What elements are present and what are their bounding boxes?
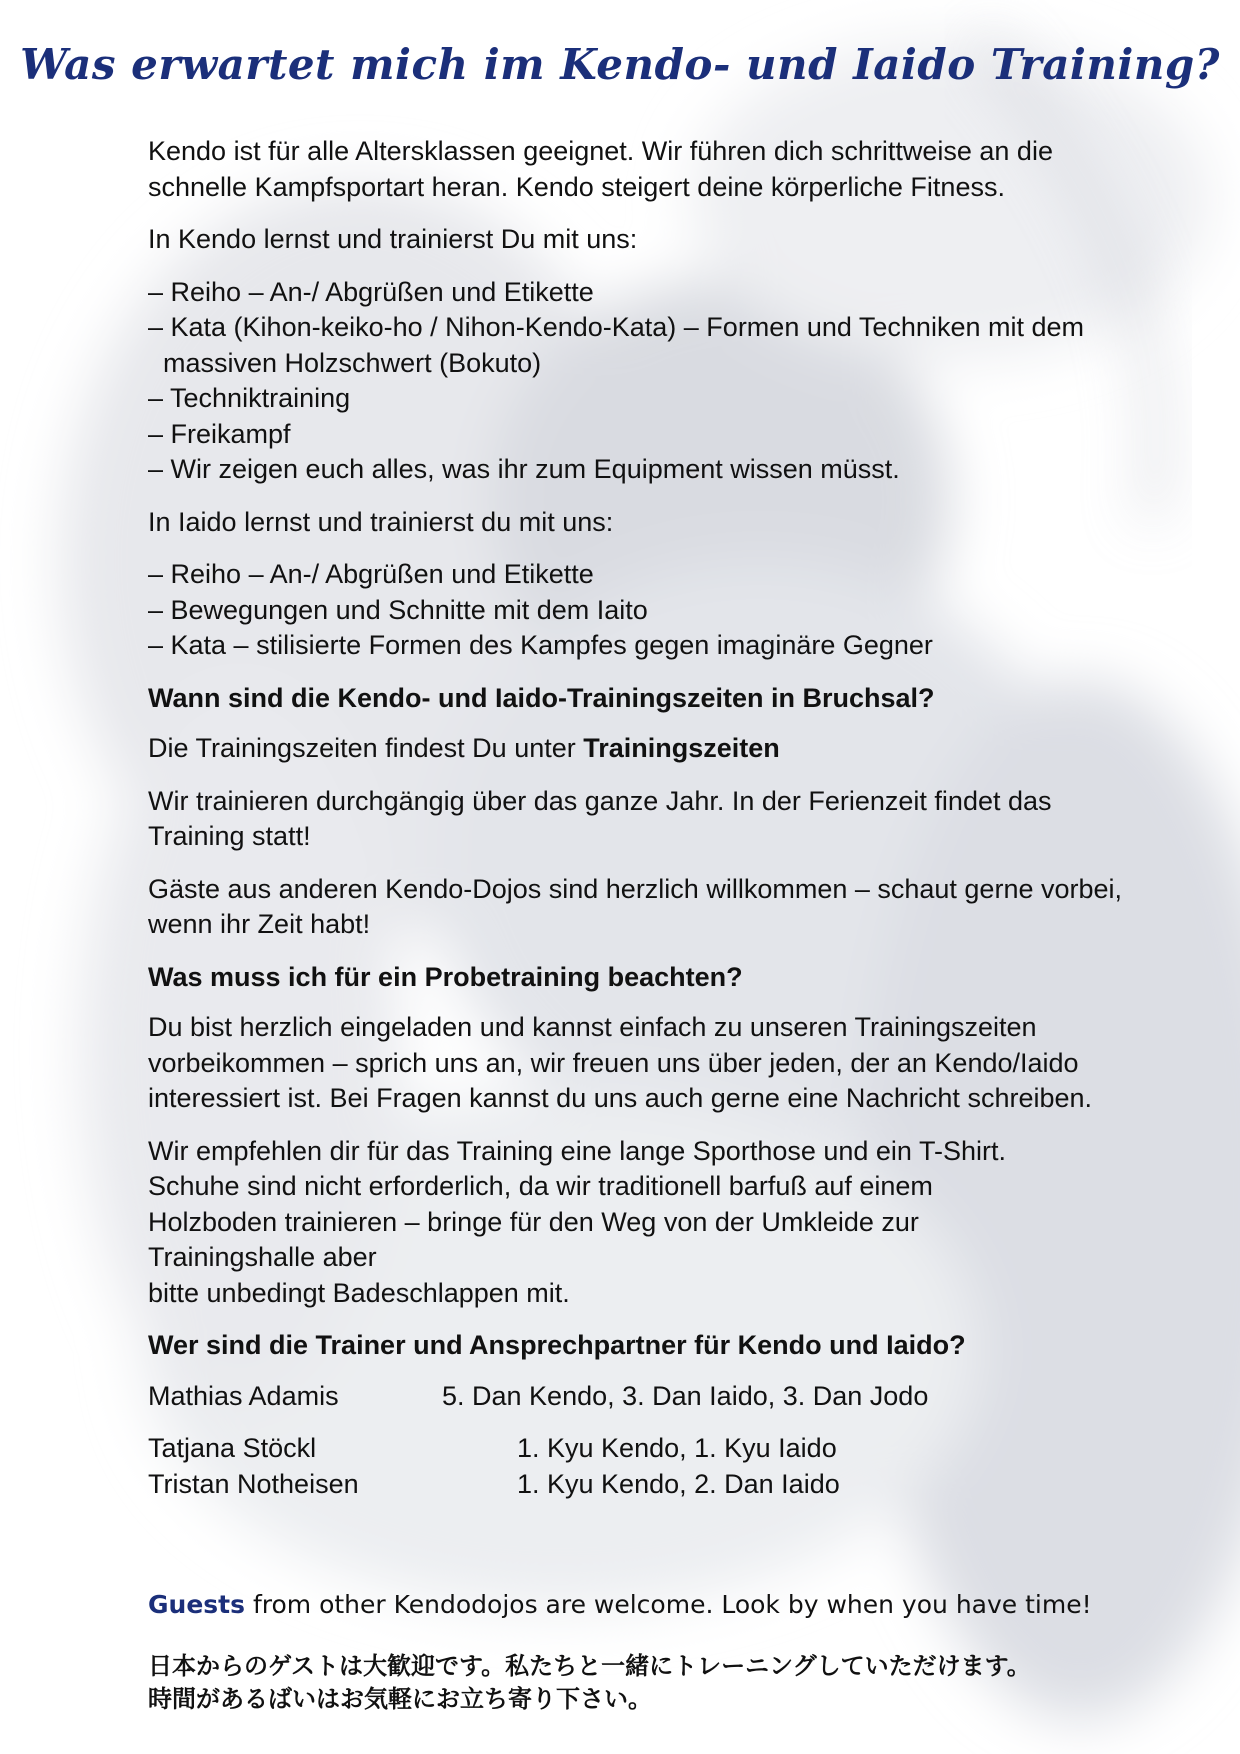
trainer-rank: 1. Kyu Kendo, 1. Kyu Iaido: [517, 1433, 837, 1463]
clothing-line: Schuhe sind nicht erforderlich, da wir traditionell barfuß auf einem: [148, 1171, 933, 1201]
list-item: [148, 310, 1138, 381]
guests-japanese: [148, 1650, 1098, 1716]
guests-paragraph: Gäste aus anderen Kendo-Dojos sind herzlich willkommen – schaut gerne vorbei, wenn ihr Zeit habt!: [148, 873, 1123, 939]
clothing-line: Trainingshalle aber: [148, 1242, 377, 1272]
list-item: – Reiho – An-/ Abgrüßen und Etikette: [148, 276, 594, 307]
main-content: [148, 134, 1138, 1502]
trainer-row: [148, 1431, 1138, 1467]
heading-trial-training: Was muss ich für ein Probetraining beachten?: [148, 961, 743, 992]
guests-english-bold: Guests: [148, 1590, 245, 1619]
list-item: – Kata – stilisierte Formen des Kampfes gegen imaginäre Gegner: [148, 630, 933, 660]
heading-training-times: Wann sind die Kendo- und Iaido-Trainingszeiten in Bruchsal?: [148, 682, 935, 713]
japanese-line: 時間があるばいはお気軽にお立ち寄り下さい。: [148, 1685, 652, 1713]
trainers-list: [148, 1379, 1138, 1503]
guests-english: [148, 1590, 1092, 1619]
iaido-intro: In Iaido lernst und trainierst du mit uns:: [148, 506, 614, 537]
list-item-text: – Kata (Kihon-keiko-ho / Nihon-Kendo-Kata) – Formen und Techniken mit dem: [148, 312, 1084, 342]
list-item: – Reiho – An-/ Abgrüßen und Etikette: [148, 559, 594, 589]
guests-english-text: from other Kendodojos are welcome. Look by when you have time!: [245, 1590, 1092, 1619]
trainer-name: Mathias Adamis: [148, 1380, 339, 1411]
training-times-link[interactable]: Trainingszeiten: [583, 733, 780, 763]
list-item-continuation: massiven Holzschwert (Bokuto): [163, 347, 542, 378]
page-title: Was erwartet mich im Kendo- und Iaido Training?: [20, 40, 1220, 89]
iaido-list: [148, 557, 1138, 664]
trainer-row: [148, 1379, 1138, 1415]
trial-paragraph: Du bist herzlich eingeladen und kannst einfach zu unseren Trainingszeiten vorbeikommen – sprich uns an, wir freuen uns über jeden, der an Kendo/Iaido interessiert ist. Bei Fragen kannst du uns auch gerne eine Nachricht schreiben.: [148, 1012, 1093, 1113]
list-item: – Wir zeigen euch alles, was ihr zum Equipment wissen müsst.: [148, 454, 900, 484]
training-times-text: Die Trainingszeiten findest Du unter: [148, 733, 584, 763]
trainer-rank: 1. Kyu Kendo, 2. Dan Iaido: [517, 1468, 840, 1499]
trainer-row: [148, 1467, 1138, 1503]
heading-trainers: Wer sind die Trainer und Ansprechpartner für Kendo und Iaido?: [148, 1330, 966, 1360]
clothing-line: Holzboden trainieren – bringe für den Weg von der Umkleide zur: [148, 1206, 919, 1237]
list-item: – Techniktraining: [148, 383, 351, 413]
clothing-paragraph: [148, 1134, 1138, 1312]
trainer-rank: 5. Dan Kendo, 3. Dan Iaido, 3. Dan Jodo: [442, 1380, 929, 1411]
list-item: – Freikampf: [148, 418, 291, 449]
year-round-paragraph: Wir trainieren durchgängig über das ganze Jahr. In der Ferienzeit findet das Training statt!: [148, 785, 1052, 851]
kendo-intro: In Kendo lernst und trainierst Du mit uns:: [148, 224, 638, 254]
list-item: – Bewegungen und Schnitte mit dem Iaito: [148, 594, 648, 625]
kendo-list: [148, 275, 1138, 488]
clothing-line: bitte unbedingt Badeschlappen mit.: [148, 1277, 570, 1308]
trainer-name: Tristan Notheisen: [148, 1468, 359, 1499]
clothing-line: Wir empfehlen dir für das Training eine lange Sporthose und ein T-Shirt.: [148, 1135, 1006, 1166]
trainer-name: Tatjana Stöckl: [148, 1433, 317, 1463]
training-times-paragraph: [148, 731, 1138, 767]
japanese-line: 日本からのゲストは大歓迎です。私たちと一緒にトレーニングしていただけます。: [148, 1652, 1031, 1680]
intro-paragraph: Kendo ist für alle Altersklassen geeignet. Wir führen dich schrittweise an die schnelle Kampfsportart heran. Kendo steigert deine körperliche Fitness.: [148, 136, 1053, 202]
